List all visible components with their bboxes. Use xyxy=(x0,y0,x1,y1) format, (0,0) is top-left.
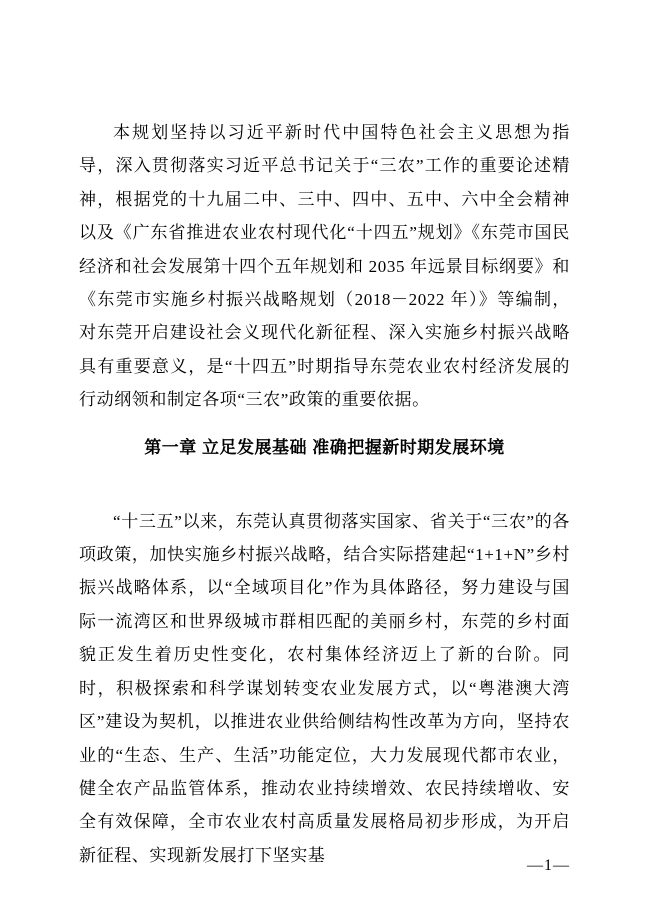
page-number: —1— xyxy=(527,857,570,874)
paragraph-intro: 本规划坚持以习近平新时代中国特色社会主义思想为指导，深入贯彻落实习近平总书记关于“三农”工作的重要论述精神，根据党的十九届二中、三中、四中、五中、六中全会精神以及《广东省推进农业农村现代化“十四五”规划》《东莞市国民经济和社会发展第十四个五年规划和 2035 年远景目标纲要》和《东莞市实施乡村振兴战略规划（2018－2022 年）》等编制，对东莞开启建设社会义现代化新征程、深入实施乡村振兴战略具有重要意义，是“十四五”时期指导东莞农业农村经济发展的行动纲领和制定各项“三农”政策的重要依据。 xyxy=(79,123,570,410)
paragraph-chapter-body: “十三五”以来，东莞认真贯彻落实国家、省关于“三农”的各项政策，加快实施乡村振兴战略，结合实际搭建起“1+1+N”乡村振兴战略体系，以“全域项目化”作为具体路径，努力建设与国际一流湾区和世界级城市群相匹配的美丽乡村，东莞的乡村面貌正发生着历史性变化，农村集体经济迈上了新的台阶。同时，积极探索和科学谋划转变农业发展方式，以“粤港澳大湾区”建设为契机，以推进农业供给侧结构性改革为方向，坚持农业的“生态、生产、生活”功能定位，大力发展现代都市农业，健全农产品监管体系，推动农业持续增效、农民持续增收、安全有效保障，全市农业农村高质量发展格局初步形成，为开启新征程、实现新发展打下坚实基 xyxy=(79,511,570,865)
chapter-heading: 第一章 立足发展基础 准确把握新时期发展环境 xyxy=(144,437,505,457)
